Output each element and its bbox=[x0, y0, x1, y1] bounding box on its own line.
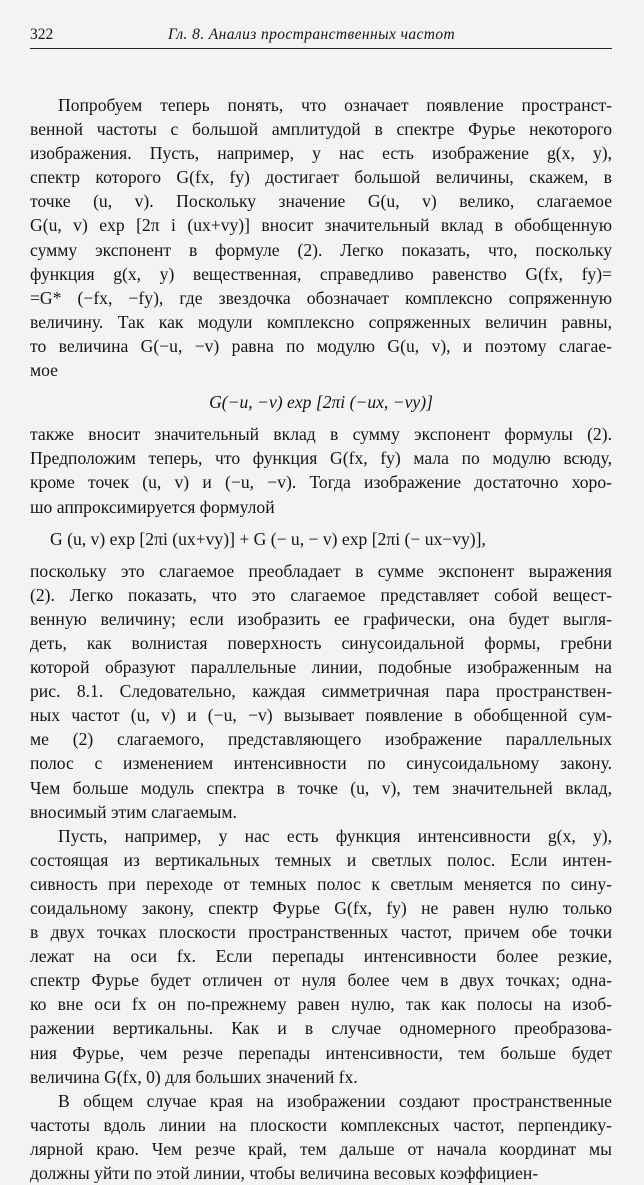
text-line: В общем случае края на изображении создают пространственные bbox=[58, 1090, 612, 1111]
text-line: также вносит значительный вклад в сумму экспонент формулы (2). bbox=[30, 424, 612, 445]
text-line: сивность при переходе от темных полос к светлым меняется по сину- bbox=[30, 873, 612, 894]
paragraph bbox=[30, 824, 612, 1089]
text-line: ных частот (u, v) и (−u, −v) вызывает появление в обобщенной сум- bbox=[30, 705, 612, 726]
text-line: Пусть, например, у нас есть функция интенсивности g(x, y), bbox=[58, 825, 612, 846]
text-line: лярной краю. Чем резче край, тем дальше от начала координат мы bbox=[30, 1138, 612, 1159]
paragraph bbox=[30, 93, 612, 382]
text-line: лежат на оси fx. Если перепады интенсивности более резкие, bbox=[30, 946, 612, 967]
text-line: сумму экспонент в формуле (2). Легко показать, что, поскольку bbox=[30, 239, 612, 260]
text-line: G(u, v) exp [2π i (ux+vy)] вносит значительный вклад в обобщенную bbox=[30, 215, 612, 236]
text-line: частоты вдоль линии на плоскости комплексных частот, перпендику- bbox=[30, 1114, 612, 1135]
text-line: спектр которого G(fx, fy) достигает большой величины, скажем, в bbox=[30, 167, 612, 188]
text-line: спектр Фурье будет отличен от нуля более чем в двух точках; одна- bbox=[30, 970, 612, 991]
text-line: функция g(x, y) вещественная, справедливо равенство G(fx, fy)= bbox=[30, 263, 612, 284]
page-header bbox=[30, 24, 612, 49]
text-line: поскольку это слагаемое преобладает в сумме экспонент выражения bbox=[30, 560, 612, 581]
page-body bbox=[30, 93, 612, 1185]
text-line: полос с изменением интенсивности по синусоидальному закону. bbox=[30, 753, 612, 774]
text-line: Предположим теперь, что функция G(fx, fy) мала по модулю всюду, bbox=[30, 448, 612, 469]
text-line: деть, как волнистая поверхность синусоидальной формы, гребни bbox=[30, 632, 612, 653]
paragraph bbox=[30, 559, 612, 824]
text-line: соидальному закону, спектр Фурье G(fx, fy) не равен нулю только bbox=[30, 898, 612, 918]
text-line: величина G(fx, 0) для больших значений fx. bbox=[30, 1066, 358, 1087]
text-line: Попробуем теперь понять, что означает появление пространст- bbox=[58, 95, 612, 115]
text-line: вносимый этим слагаемым. bbox=[30, 801, 237, 822]
text-line: то величина G(−u, −v) равна по модулю G(u, v), и поэтому слагае- bbox=[30, 335, 612, 356]
page-number: 322 bbox=[30, 26, 54, 43]
running-title: Гл. 8. Анализ пространственных частот bbox=[168, 26, 456, 43]
text-line: кроме точек (u, v) и (−u, −v). Тогда изображение достаточно хоро- bbox=[30, 472, 612, 493]
text-line: которой образуют параллельные линии, подобные изображенным на bbox=[30, 657, 612, 678]
text-line: ния Фурье, чем резче перепады интенсивности, тем больше будет bbox=[30, 1042, 612, 1063]
text-line: (2). Легко показать, что это слагаемое представляет собой вещест- bbox=[30, 584, 612, 605]
text-line: точке (u, v). Поскольку значение G(u, v) велико, слагаемое bbox=[30, 191, 612, 212]
text-line: ко вне оси fx он по-прежнему равен нулю, так как полосы на изоб- bbox=[30, 994, 612, 1015]
text-line: рис. 8.1. Следовательно, каждая симметричная пара пространствен- bbox=[30, 681, 612, 702]
text-line: ме (2) слагаемого, представляющего изображение параллельных bbox=[30, 729, 612, 750]
text-line: должны уйти по этой линии, чтобы величина весовых коэффициен- bbox=[30, 1163, 539, 1184]
text-line: шо аппроксимируется формулой bbox=[30, 496, 275, 517]
text-line: венную величину; если изобразить ее графически, она будет выгля- bbox=[30, 608, 612, 629]
paragraph bbox=[30, 422, 612, 518]
formula: G(−u, −v) exp [2πi (−ux, −vy)] bbox=[209, 392, 433, 413]
text-line: мое bbox=[30, 360, 58, 381]
formula: G (u, v) exp [2πi (ux+vy)] + G (− u, − v) exp [2πi (− ux−vy)], bbox=[50, 528, 486, 549]
text-line: изображения. Пусть, например, у нас есть изображение g(x, y), bbox=[30, 143, 612, 164]
text-line: ражении вертикальны. Как и в случае одномерного преобразова- bbox=[30, 1018, 612, 1039]
text-line: венной частоты с большой амплитудой в спектре Фурье некоторого bbox=[30, 119, 612, 140]
text-line: величину. Так как модули комплексно сопряженных величин равны, bbox=[30, 311, 612, 332]
text-line: Чем больше модуль спектра в точке (u, v), тем значительней вклад, bbox=[30, 777, 612, 798]
paragraph bbox=[30, 1089, 612, 1185]
text-line: в двух точках плоскости пространственных частот, причем обе точки bbox=[30, 922, 612, 943]
text-line: состоящая из вертикальных темных и светлых полос. Если интен- bbox=[30, 849, 612, 870]
text-line: =G* (−fx, −fy), где звездочка обозначает комплексно сопряженную bbox=[30, 287, 612, 308]
